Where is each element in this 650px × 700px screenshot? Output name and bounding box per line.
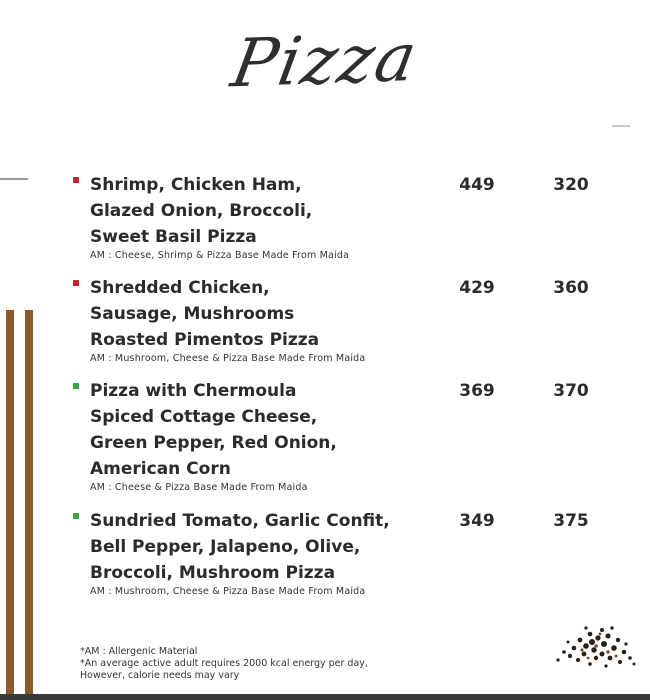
item-name-line: Sweet Basil Pizza: [90, 227, 257, 247]
menu-item: [70, 378, 630, 494]
item-allergens: AM : Cheese, Shrimp & Pizza Base Made From Maida: [90, 250, 350, 261]
decorative-vertical-bar: [6, 310, 14, 700]
item-allergens: AM : Mushroom, Cheese & Pizza Base Made From Maida: [90, 586, 366, 597]
menu-item: [70, 275, 630, 365]
item-allergens: AM : Cheese & Pizza Base Made From Maida: [90, 482, 308, 493]
price-2: 320: [553, 175, 589, 195]
price-1: 349: [459, 511, 495, 531]
price-1: 449: [459, 175, 495, 195]
price-2: 375: [553, 511, 589, 531]
item-name-line: Spiced Cottage Cheese,: [90, 407, 318, 427]
item-name-line: Roasted Pimentos Pizza: [90, 330, 320, 350]
item-name: [90, 508, 420, 586]
item-name-line: American Corn: [90, 459, 231, 479]
decorative-vertical-bar: [25, 310, 33, 700]
price-2: 360: [553, 278, 589, 298]
footnotes: [80, 646, 368, 682]
decorative-dash: [612, 125, 630, 127]
footnote-allergen: *AM : Allergenic Material: [80, 646, 198, 657]
item-name-line: Broccoli, Mushroom Pizza: [90, 563, 336, 583]
item-name-line: Sundried Tomato, Garlic Confit,: [90, 511, 390, 531]
footnote-calories: *An average active adult requires 2000 kcal energy per day,: [80, 658, 368, 669]
page-title: Pizza: [226, 18, 424, 103]
decorative-dash: [0, 178, 28, 180]
item-name-line: Bell Pepper, Jalapeno, Olive,: [90, 537, 361, 557]
non-veg-bullet-icon: [73, 280, 79, 286]
item-name: [90, 275, 420, 353]
menu-item: [70, 508, 630, 598]
price-2: 370: [553, 381, 589, 401]
price-1: 429: [459, 278, 495, 298]
item-name-line: Green Pepper, Red Onion,: [90, 433, 337, 453]
item-name-line: Glazed Onion, Broccoli,: [90, 201, 313, 221]
price-1: 369: [459, 381, 495, 401]
item-allergens: AM : Mushroom, Cheese & Pizza Base Made From Maida: [90, 353, 366, 364]
bottom-rule: [0, 694, 650, 700]
menu-item: [70, 172, 630, 262]
item-name: [90, 378, 420, 482]
item-name-line: Shrimp, Chicken Ham,: [90, 175, 302, 195]
peppercorns-image: [546, 612, 638, 672]
footnote-calories-note: However, calorie needs may vary: [80, 670, 240, 681]
veg-bullet-icon: [73, 513, 79, 519]
item-name-line: Pizza with Chermoula: [90, 381, 297, 401]
item-name-line: Sausage, Mushrooms: [90, 304, 295, 324]
veg-bullet-icon: [73, 383, 79, 389]
non-veg-bullet-icon: [73, 177, 79, 183]
item-name: [90, 172, 420, 250]
item-name-line: Shredded Chicken,: [90, 278, 270, 298]
